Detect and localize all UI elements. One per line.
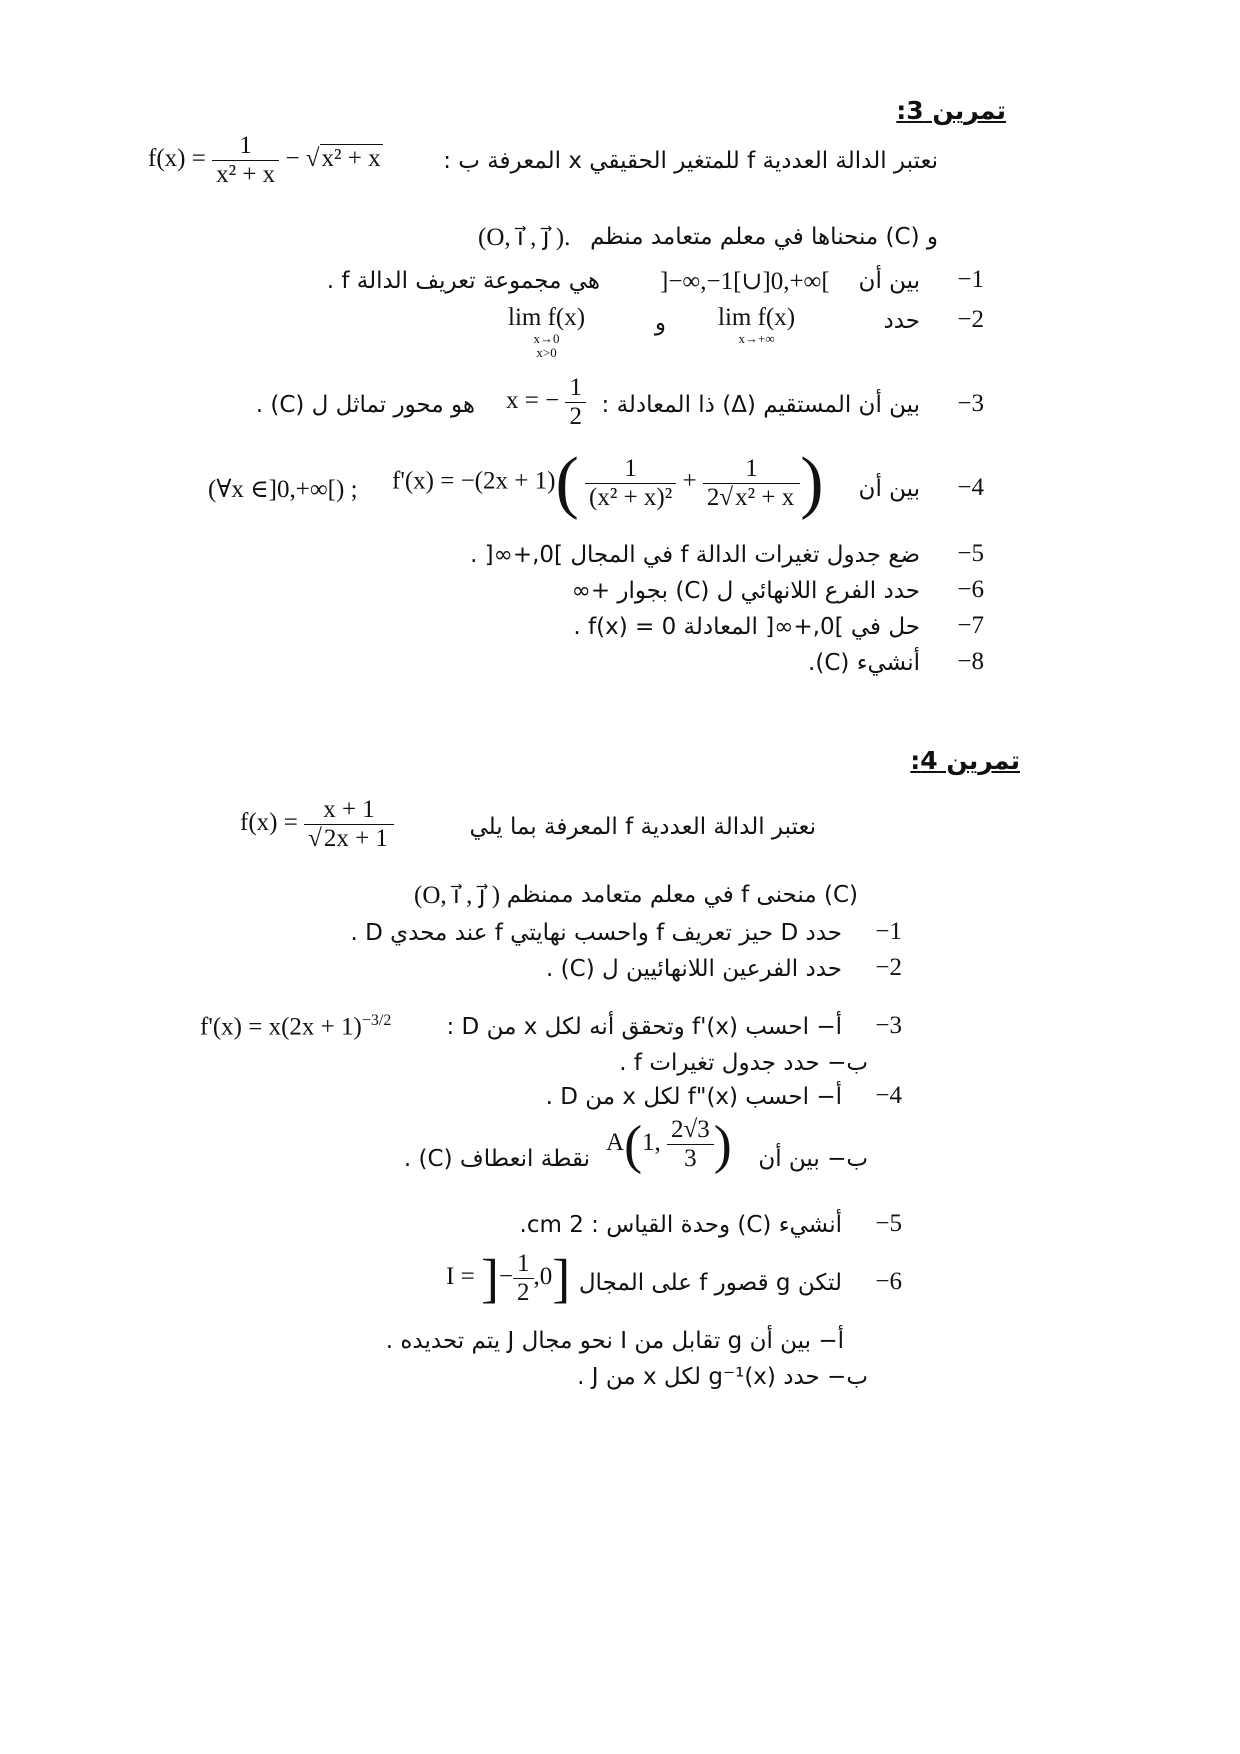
ex4-q4-text-c: نقطة انعطاف (C) . — [403, 1146, 590, 1172]
ex3-curve-text: و (C) منحناها في معلم متعامد منظم — [590, 224, 938, 250]
ex4-q3-number: −3 — [875, 1012, 902, 1039]
ex4-q6-rbracket: ] — [552, 1248, 571, 1309]
ex4-q4-pt: A — [606, 1129, 625, 1157]
ex3-q4-text: بين أن — [858, 476, 920, 502]
ex3-limit-zero — [508, 304, 585, 360]
ex3-q1-number: −1 — [957, 266, 984, 293]
ex3-q2-number: −2 — [957, 306, 984, 333]
ex3-q3-text-a: بين أن المستقيم (Δ) ذا المعادلة : — [601, 392, 920, 418]
ex4-f-den-a: √ — [308, 825, 322, 852]
ex3-q4-f1-num: 1 — [624, 454, 637, 482]
ex3-q3-fraction — [565, 374, 586, 431]
ex3-q7-number: −7 — [957, 612, 984, 639]
ex3-f-radicand: x² + x — [321, 145, 381, 173]
ex4-q6-text-a: لتكن g قصور f على المجال — [578, 1270, 842, 1296]
ex3-lim2-sub2: x>0 — [536, 345, 557, 360]
ex3-q3-num: 1 — [569, 374, 582, 401]
ex3-q6-number: −6 — [957, 576, 984, 603]
ex4-q6-minus: − — [498, 1263, 514, 1291]
ex4-intro: نعتبر الدالة العددية f المعرفة بما يلي — [469, 814, 816, 840]
ex4-q5-number: −5 — [875, 1210, 902, 1237]
ex3-q2-text: حدد — [883, 308, 920, 334]
exercise-3-title: تمرين 3: — [896, 96, 1006, 125]
ex4-q6-number: −6 — [875, 1268, 902, 1295]
ex3-q1-text-b: هي مجموعة تعريف الدالة f . — [326, 268, 600, 294]
ex3-q4-f1-den: (x² + x)² — [585, 483, 676, 512]
ex3-q3-text-b: هو محور تماثل ل (C) . — [255, 392, 475, 418]
ex3-q3-eq: x = − — [506, 387, 560, 415]
ex3-q4-lhs: f'(x) = −(2x + 1) — [392, 467, 556, 495]
ex3-lim2-sub1: x→0 — [533, 331, 560, 346]
ex4-f-lhs: f(x) = — [240, 809, 298, 837]
ex4-q3-exponent: −3/2 — [361, 1012, 392, 1029]
ex4-f-num: x + 1 — [323, 796, 375, 823]
ex3-q4-f2-den-rad: x² + x — [735, 483, 795, 511]
ex4-q6-zero: ,0 — [533, 1263, 553, 1291]
ex3-q4-lparen: ( — [555, 444, 579, 521]
ex4-q4-text-b: ب− بين أن — [758, 1146, 868, 1172]
ex4-q4-text-a: أ− احسب f"(x) لكل x من D . — [545, 1084, 842, 1110]
ex3-q3-equation — [506, 374, 586, 431]
ex3-q1-text-a: بين أن — [858, 268, 920, 294]
ex4-f-fraction — [304, 796, 394, 853]
ex3-q2-and: و — [654, 310, 666, 336]
ex3-lim2: lim f(x) — [508, 304, 586, 331]
ex4-q6-I: I = — [446, 1263, 475, 1291]
ex3-q8-text: أنشيء (C). — [808, 650, 920, 676]
ex4-q4-y-frac — [667, 1116, 714, 1173]
ex4-q1-text: حدد D حيز تعريف f واحسب نهايتي f عند محدي D . — [350, 920, 842, 946]
ex3-q4-frac1 — [585, 455, 676, 512]
ex3-q6-text: حدد الفرع اللانهائي ل (C) بجوار +∞ — [571, 578, 920, 604]
ex3-q1-domain: ]−∞,−1[∪]0,+∞[ — [660, 268, 830, 295]
ex4-f-den — [304, 824, 394, 853]
ex4-curve-text: (C) منحنى f في معلم متعامد ممنظم — [506, 882, 858, 908]
ex4-q4-number: −4 — [875, 1082, 902, 1109]
ex4-q4-ynum: 2√3 — [671, 1116, 710, 1143]
ex3-q5-number: −5 — [957, 540, 984, 567]
ex3-frame: (O, i⃗ , j⃗ ). — [478, 224, 571, 251]
ex3-q4-f2-num: 1 — [745, 454, 758, 482]
ex4-q6-num: 1 — [517, 1250, 530, 1277]
ex4-q6-lbracket: ] — [480, 1248, 499, 1309]
ex3-f-tail: − √ — [285, 145, 320, 173]
ex3-q4-derivative — [392, 444, 824, 521]
ex4-q3-text-a: أ− احسب f'(x) وتحقق أنه لكل x من D : — [446, 1014, 842, 1040]
ex4-q3-formula — [200, 1012, 391, 1041]
ex3-q3-den: 2 — [565, 402, 586, 431]
ex3-q5-text: ضع جدول تغيرات الدالة f في المجال ]0,+∞[ . — [470, 542, 920, 568]
ex3-q4-condition: (∀x ∈]0,+∞[) ; — [208, 476, 358, 503]
ex3-function-definition — [148, 132, 383, 189]
ex4-f-den-rad: 2x + 1 — [323, 825, 388, 852]
ex3-limit-infinity — [718, 304, 795, 346]
ex4-q4-yden: 3 — [667, 1144, 714, 1173]
ex3-q4-plus: + — [682, 467, 697, 495]
ex3-q4-number: −4 — [957, 474, 984, 501]
ex4-q1-number: −1 — [875, 918, 902, 945]
ex4-q6-interval — [446, 1250, 570, 1307]
ex3-f-fraction — [212, 132, 279, 189]
ex3-q4-f2-den — [703, 483, 800, 512]
ex4-q6-frac — [513, 1250, 534, 1307]
ex4-q6-text-c: ب− حدد g⁻¹(x) لكل x من J . — [577, 1364, 868, 1390]
ex3-q4-frac2 — [703, 455, 800, 512]
ex3-q4-f2-den-a: 2√ — [706, 483, 734, 511]
ex4-q3-formula-base: f'(x) = x(2x + 1) — [200, 1013, 362, 1041]
ex4-q4-lparen: ( — [624, 1114, 643, 1175]
ex3-lim1-sub: x→+∞ — [738, 331, 775, 346]
ex3-q7-text: حل في ]0,+∞[ المعادلة f(x) = 0 . — [573, 614, 920, 640]
ex4-q4-point — [606, 1116, 732, 1173]
ex3-lim1: lim f(x) — [718, 304, 796, 331]
ex3-q4-rparen: ) — [800, 444, 824, 521]
ex3-f-den: x² + x — [212, 160, 279, 189]
ex4-q2-number: −2 — [875, 954, 902, 981]
ex3-f-lhs: f(x) = — [148, 145, 206, 173]
ex4-q4-x: 1, — [642, 1129, 661, 1157]
ex4-q3-text-b: ب− حدد جدول تغيرات f . — [619, 1050, 868, 1076]
ex4-q2-text: حدد الفرعين اللانهائيين ل (C) . — [546, 956, 842, 982]
ex4-q6-text-b: أ− بين أن g تقابل من I نحو مجال J يتم تحديده . — [385, 1328, 844, 1354]
ex3-q8-number: −8 — [957, 648, 984, 675]
ex3-q3-number: −3 — [957, 390, 984, 417]
ex4-q4-rparen: ) — [713, 1114, 732, 1175]
ex4-q6-den: 2 — [513, 1278, 534, 1307]
ex4-function-definition — [240, 796, 394, 853]
ex3-intro: نعتبر الدالة العددية f للمتغير الحقيقي x المعرفة ب : — [443, 148, 938, 174]
exercise-4-title: تمرين 4: — [910, 746, 1020, 775]
ex4-frame: (O, i⃗ , j⃗ ) — [414, 882, 501, 909]
ex3-f-num: 1 — [239, 132, 252, 159]
ex4-q5-text: أنشيء (C) وحدة القياس : 2 cm. — [519, 1212, 842, 1238]
